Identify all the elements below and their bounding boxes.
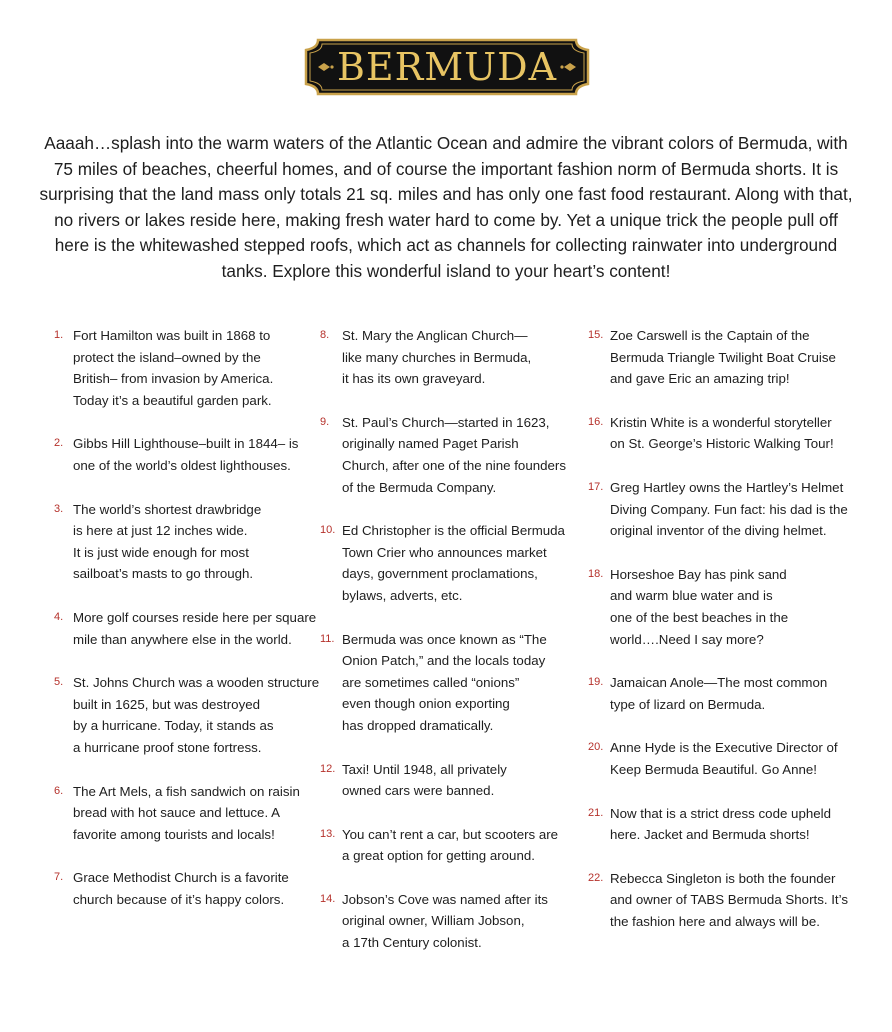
fact-number: 6. [54,784,64,797]
fact-item [54,499,322,585]
fact-number: 3. [54,502,64,515]
fact-item [588,325,850,390]
fact-text: Gibbs Hill Lighthouse–built in 1844– is one of the world’s oldest lighthouses. [73,436,299,473]
fact-number: 18. [588,567,604,580]
fact-item [54,867,322,910]
fact-text: The world’s shortest drawbridge is here at just 12 inches wide. It is just wide enough for most sailboat’s masts to go through. [73,501,262,582]
fact-item [588,564,850,650]
fact-item [320,520,575,606]
fact-item [588,868,850,933]
fact-number: 20. [588,741,604,754]
fact-text: Bermuda was once known as “The Onion Patch,” and the locals today are sometimes called “onions” even though onion exporting has dropped dramatically. [342,631,547,733]
fact-number: 4. [54,610,64,623]
facts-column-3 [588,325,850,954]
fact-text: More golf courses reside here per square mile than anywhere else in the world. [73,609,317,647]
fact-number: 7. [54,871,64,884]
title-banner [304,38,590,96]
fact-text: The Art Mels, a fish sandwich on raisin bread with hot sauce and lettuce. A favorite among tourists and locals! [73,783,300,842]
fact-text: Anne Hyde is the Executive Director of Keep Bermuda Beautiful. Go Anne! [610,740,838,777]
fact-number: 14. [320,892,336,905]
fact-number: 1. [54,329,64,341]
fact-item [588,412,850,455]
fact-number: 21. [588,806,604,819]
fact-item [320,412,575,498]
fact-text: Ed Christopher is the official Bermuda Town Crier who announces market days, government proclamations, bylaws, adverts, etc. [342,523,565,603]
fact-number: 12. [320,762,336,775]
fact-text: St. Mary the Anglican Church— like many churches in Bermuda, it has its own graveyard. [342,328,532,387]
facts-column-1 [54,325,322,932]
fact-number: 11. [320,632,335,645]
fact-item [54,607,322,650]
fact-item [320,824,575,867]
fact-text: Taxi! Until 1948, all privately owned cars were banned. [342,761,507,799]
page-title: BERMUDA [336,45,558,89]
fact-item [54,325,322,411]
fact-number: 8. [320,329,330,341]
fact-text: Rebecca Singleton is both the founder and owner of TABS Bermuda Shorts. It’s the fashion here and always will be. [610,870,848,929]
fact-text: You can’t rent a car, but scooters are a great option for getting around. [342,826,559,864]
fact-text: Grace Methodist Church is a favorite church because of it’s happy colors. [73,870,289,907]
fact-text: Now that is a strict dress code upheld here. Jacket and Bermuda shorts! [610,805,831,843]
intro-paragraph: Aaaah…splash into the warm waters of the Atlantic Ocean and admire the vibrant colors of Bermuda, with 75 miles of beaches, cheerful homes, and of course the important fashion norm of Bermuda shorts. It is surprising that the land mass only totals 21 sq. miles and has only one fast food restaurant. Along with that, no rivers or lakes reside here, making fresh water hard to come by. Yet a unique trick the people pull off here is the whitewashed stepped roofs, which act as channels for collecting rainwater into underground tanks. Explore this wonderful island to your heart’s content! [39,133,853,281]
fact-number: 16. [588,415,604,428]
fact-item [54,433,322,476]
facts-column-2 [320,325,575,976]
fact-number: 19. [588,676,604,689]
fact-text: Horseshoe Bay has pink sand and warm blue water and is one of the best beaches in the world….Need I say more? [610,566,789,647]
fact-text: Kristin White is a wonderful storyteller on St. George’s Historic Walking Tour! [610,414,834,452]
fact-number: 5. [54,676,64,689]
fact-item [588,803,850,846]
fact-number: 17. [588,480,604,493]
fact-item [54,781,322,846]
fact-text: St. Johns Church was a wooden structure built in 1625, but was destroyed by a hurricane. Today, it stands as a hurricane proof stone fortress. [73,675,320,755]
fact-text: Jamaican Anole—The most common type of lizard on Bermuda. [610,675,828,712]
fact-number: 10. [320,524,336,537]
fact-number: 22. [588,871,604,884]
fact-text: St. Paul’s Church—started in 1623, originally named Paget Parish Church, after one of the nine founders of the Bermuda Company. [342,414,566,495]
fact-item [588,672,850,715]
fact-item [320,889,575,954]
fact-text: Jobson’s Cove was named after its original owner, William Jobson, a 17th Century colonist. [342,891,548,951]
fact-number: 2. [54,437,64,450]
fact-number: 15. [588,329,604,341]
fact-text: Fort Hamilton was built in 1868 to protect the island–owned by the British– from invasion by America. Today it’s a beautiful garden park. [73,328,274,408]
fact-item [320,759,575,802]
fact-item [320,629,575,737]
fact-text: Zoe Carswell is the Captain of the Bermuda Triangle Twilight Boat Cruise and gave Eric an amazing trip! [610,328,836,387]
fact-item [588,477,850,542]
fact-item [54,672,322,758]
fact-text: Greg Hartley owns the Hartley’s Helmet Diving Company. Fun fact: his dad is the original inventor of the diving helmet. [610,479,848,539]
fact-item [320,325,575,390]
fact-item [588,737,850,780]
fact-number: 13. [320,827,336,840]
fact-number: 9. [320,415,330,428]
